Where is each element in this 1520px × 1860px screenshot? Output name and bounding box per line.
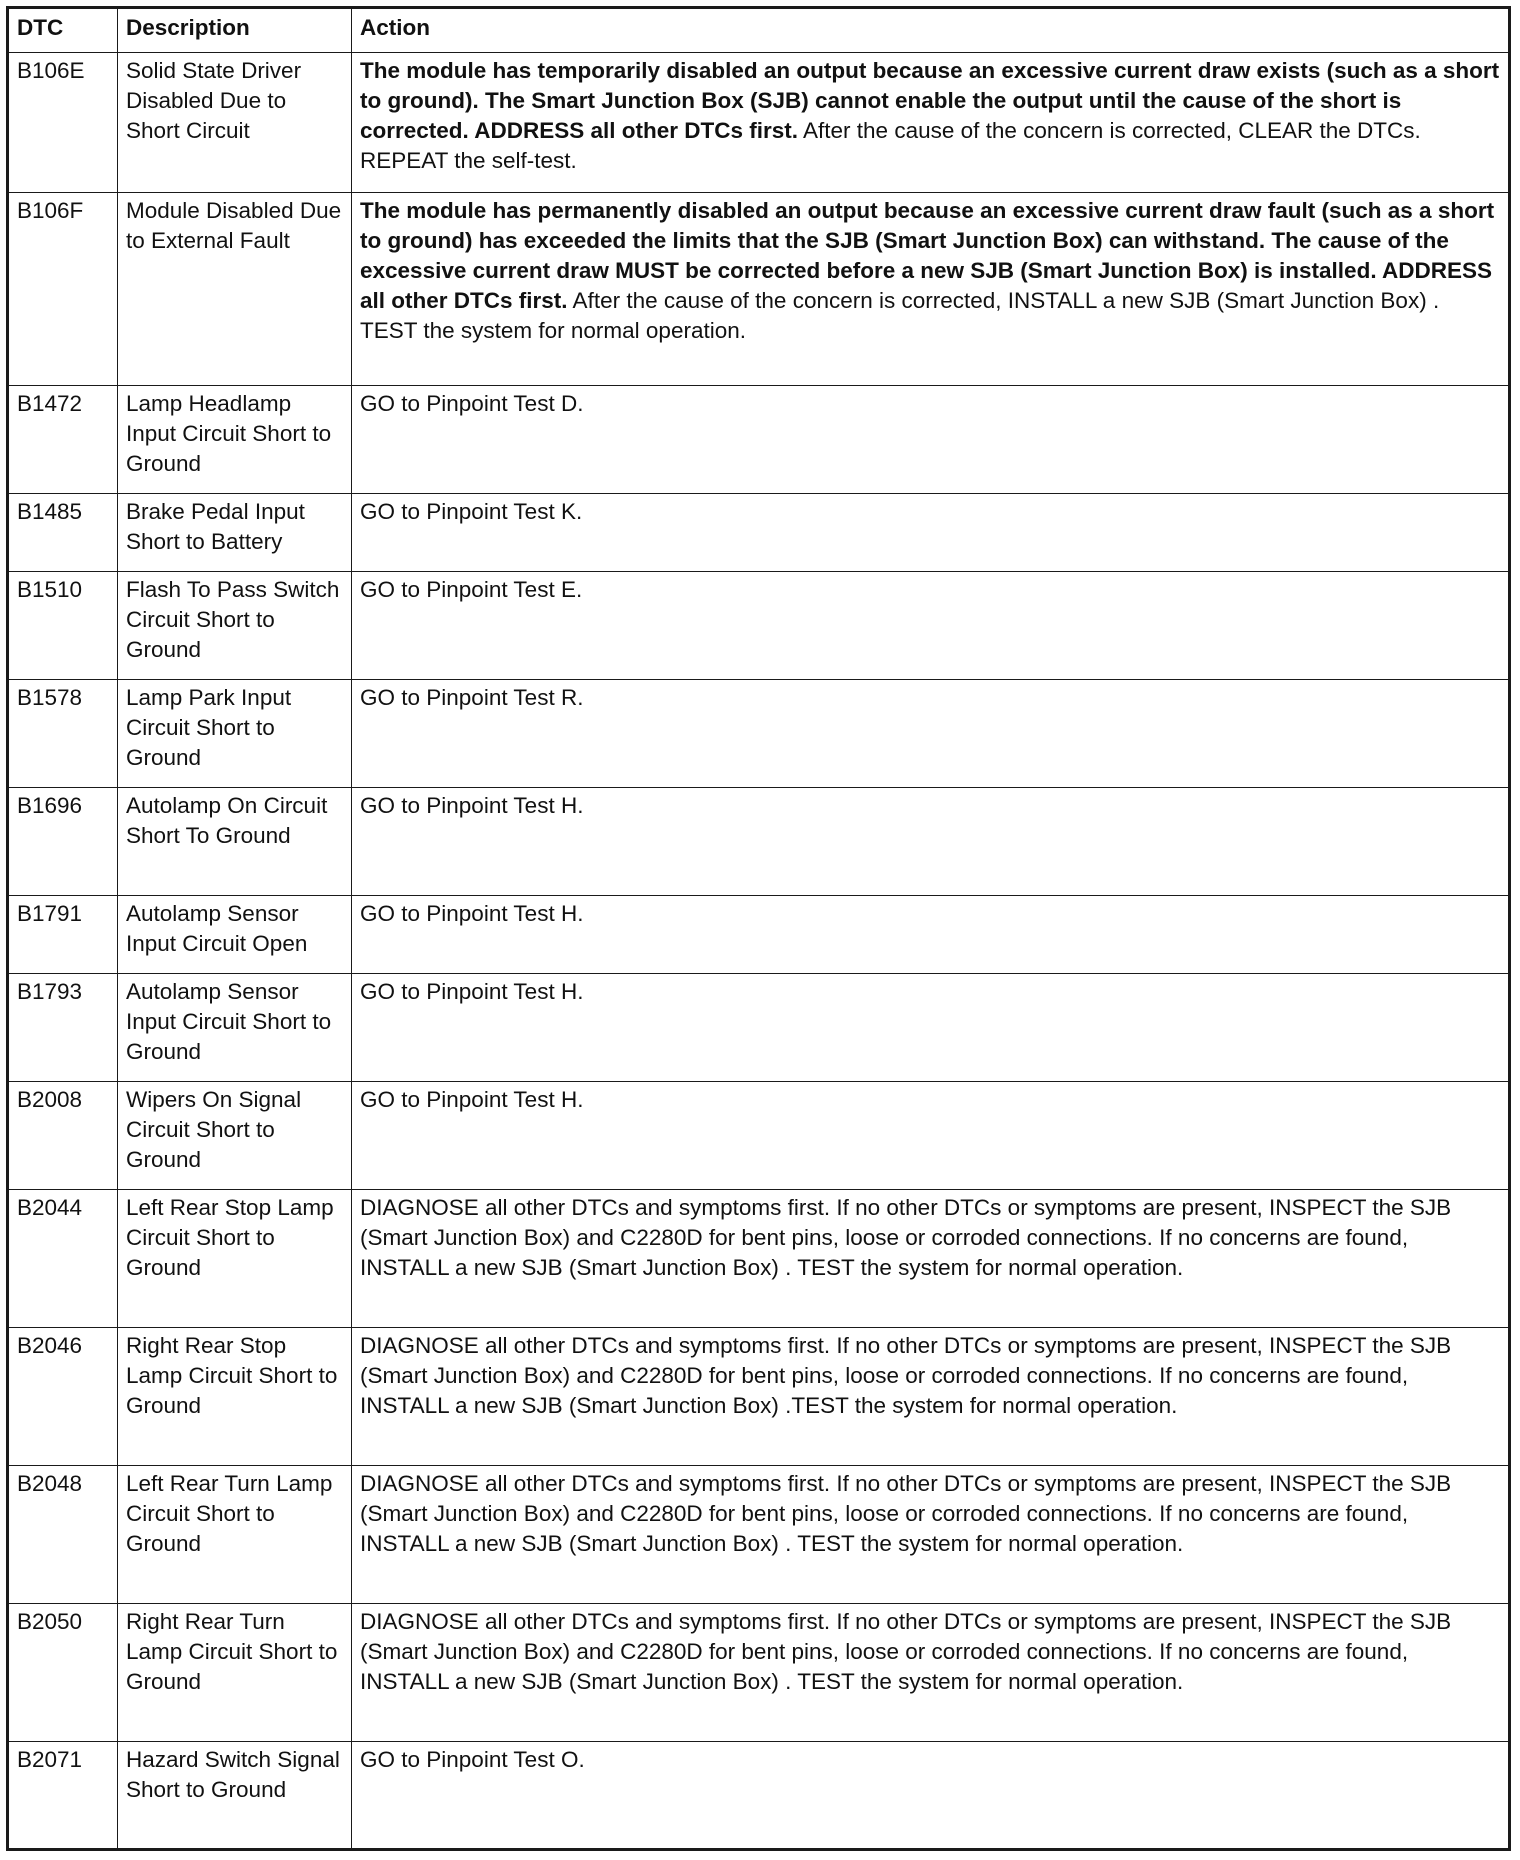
action-emphasis: The module has temporarily disabled an output because an excessive current draw exists (such as a short to ground). The Smart Junction Box (SJB) cannot enable the output until the cause of the short is corrected. ADDRESS all other DTCs first. <box>360 58 1500 143</box>
table-row <box>8 1742 1510 1850</box>
dtc-action <box>352 680 1510 788</box>
dtc-code: B1485 <box>8 494 118 572</box>
dtc-table <box>6 6 1511 1851</box>
table-row <box>8 1082 1510 1190</box>
dtc-description: Hazard Switch Signal Short to Ground <box>118 1742 352 1850</box>
table-row <box>8 788 1510 896</box>
dtc-description: Autolamp Sensor Input Circuit Open <box>118 896 352 974</box>
table-row <box>8 896 1510 974</box>
table-row <box>8 494 1510 572</box>
dtc-code: B1472 <box>8 386 118 494</box>
dtc-description: Left Rear Stop Lamp Circuit Short to Ground <box>118 1190 352 1328</box>
action-text: GO to Pinpoint Test O. <box>360 1747 585 1772</box>
table-row <box>8 1466 1510 1604</box>
dtc-description: Autolamp Sensor Input Circuit Short to Ground <box>118 974 352 1082</box>
action-text: DIAGNOSE all other DTCs and symptoms first. If no other DTCs or symptoms are present, INSPECT the SJB (Smart Junction Box) and C2280D for bent pins, loose or corroded connections. If no concerns are found, INSTALL a new SJB (Smart Junction Box) . TEST the system for normal operation. <box>360 1195 1452 1280</box>
action-text: GO to Pinpoint Test D. <box>360 391 584 416</box>
header-description: Description <box>118 8 352 53</box>
table-row <box>8 974 1510 1082</box>
dtc-code: B2044 <box>8 1190 118 1328</box>
header-action: Action <box>352 8 1510 53</box>
dtc-description: Right Rear Stop Lamp Circuit Short to Ground <box>118 1328 352 1466</box>
table-header-row <box>8 8 1510 53</box>
dtc-action <box>352 1190 1510 1328</box>
dtc-code: B2008 <box>8 1082 118 1190</box>
action-emphasis: The module has permanently disabled an output because an excessive current draw fault (such as a short to ground) has exceeded the limits that the SJB (Smart Junction Box) can withstand. The cause of the excessive current draw MUST be corrected before a new SJB (Smart Junction Box) is installed. ADDRESS all other DTCs first. <box>360 198 1495 313</box>
action-text: GO to Pinpoint Test H. <box>360 979 584 1004</box>
dtc-code: B1510 <box>8 572 118 680</box>
action-text: After the cause of the concern is corrected, CLEAR the DTCs. REPEAT the self-test. <box>360 118 1421 173</box>
dtc-code: B1696 <box>8 788 118 896</box>
table-row <box>8 572 1510 680</box>
dtc-action <box>352 1466 1510 1604</box>
action-text: GO to Pinpoint Test H. <box>360 901 584 926</box>
action-text: DIAGNOSE all other DTCs and symptoms first. If no other DTCs or symptoms are present, INSPECT the SJB (Smart Junction Box) and C2280D for bent pins, loose or corroded connections. If no concerns are found, INSTALL a new SJB (Smart Junction Box) .TEST the system for normal operation. <box>360 1333 1452 1418</box>
action-text: GO to Pinpoint Test K. <box>360 499 583 524</box>
dtc-description: Autolamp On Circuit Short To Ground <box>118 788 352 896</box>
table-row <box>8 1328 1510 1466</box>
table-row <box>8 1190 1510 1328</box>
dtc-description: Module Disabled Due to External Fault <box>118 193 352 386</box>
dtc-code: B2048 <box>8 1466 118 1604</box>
action-text: GO to Pinpoint Test H. <box>360 793 584 818</box>
dtc-action <box>352 1604 1510 1742</box>
table-row <box>8 680 1510 788</box>
dtc-code: B106F <box>8 193 118 386</box>
action-text: GO to Pinpoint Test E. <box>360 577 583 602</box>
dtc-description: Brake Pedal Input Short to Battery <box>118 494 352 572</box>
dtc-action <box>352 53 1510 193</box>
table-row <box>8 386 1510 494</box>
action-text: GO to Pinpoint Test R. <box>360 685 584 710</box>
dtc-description: Wipers On Signal Circuit Short to Ground <box>118 1082 352 1190</box>
dtc-action <box>352 788 1510 896</box>
dtc-code: B1578 <box>8 680 118 788</box>
dtc-action <box>352 386 1510 494</box>
action-text: DIAGNOSE all other DTCs and symptoms first. If no other DTCs or symptoms are present, INSPECT the SJB (Smart Junction Box) and C2280D for bent pins, loose or corroded connections. If no concerns are found, INSTALL a new SJB (Smart Junction Box) . TEST the system for normal operation. <box>360 1471 1452 1556</box>
dtc-code: B106E <box>8 53 118 193</box>
dtc-code: B2071 <box>8 1742 118 1850</box>
dtc-description: Solid State Driver Disabled Due to Short Circuit <box>118 53 352 193</box>
dtc-code: B1791 <box>8 896 118 974</box>
action-text: GO to Pinpoint Test H. <box>360 1087 584 1112</box>
dtc-action <box>352 1328 1510 1466</box>
action-text: DIAGNOSE all other DTCs and symptoms first. If no other DTCs or symptoms are present, INSPECT the SJB (Smart Junction Box) and C2280D for bent pins, loose or corroded connections. If no concerns are found, INSTALL a new SJB (Smart Junction Box) . TEST the system for normal operation. <box>360 1609 1452 1694</box>
dtc-description: Flash To Pass Switch Circuit Short to Ground <box>118 572 352 680</box>
dtc-code: B2050 <box>8 1604 118 1742</box>
dtc-description: Right Rear Turn Lamp Circuit Short to Ground <box>118 1604 352 1742</box>
dtc-description: Lamp Park Input Circuit Short to Ground <box>118 680 352 788</box>
dtc-action <box>352 1082 1510 1190</box>
table-row <box>8 1604 1510 1742</box>
table-row <box>8 53 1510 193</box>
dtc-description: Left Rear Turn Lamp Circuit Short to Ground <box>118 1466 352 1604</box>
dtc-action <box>352 896 1510 974</box>
header-dtc: DTC <box>8 8 118 53</box>
table-row <box>8 193 1510 386</box>
dtc-action <box>352 974 1510 1082</box>
dtc-action <box>352 572 1510 680</box>
dtc-description: Lamp Headlamp Input Circuit Short to Ground <box>118 386 352 494</box>
dtc-action <box>352 1742 1510 1850</box>
dtc-action <box>352 193 1510 386</box>
action-text: After the cause of the concern is corrected, INSTALL a new SJB (Smart Junction Box) . TEST the system for normal operation. <box>360 288 1440 343</box>
dtc-action <box>352 494 1510 572</box>
dtc-code: B1793 <box>8 974 118 1082</box>
dtc-code: B2046 <box>8 1328 118 1466</box>
